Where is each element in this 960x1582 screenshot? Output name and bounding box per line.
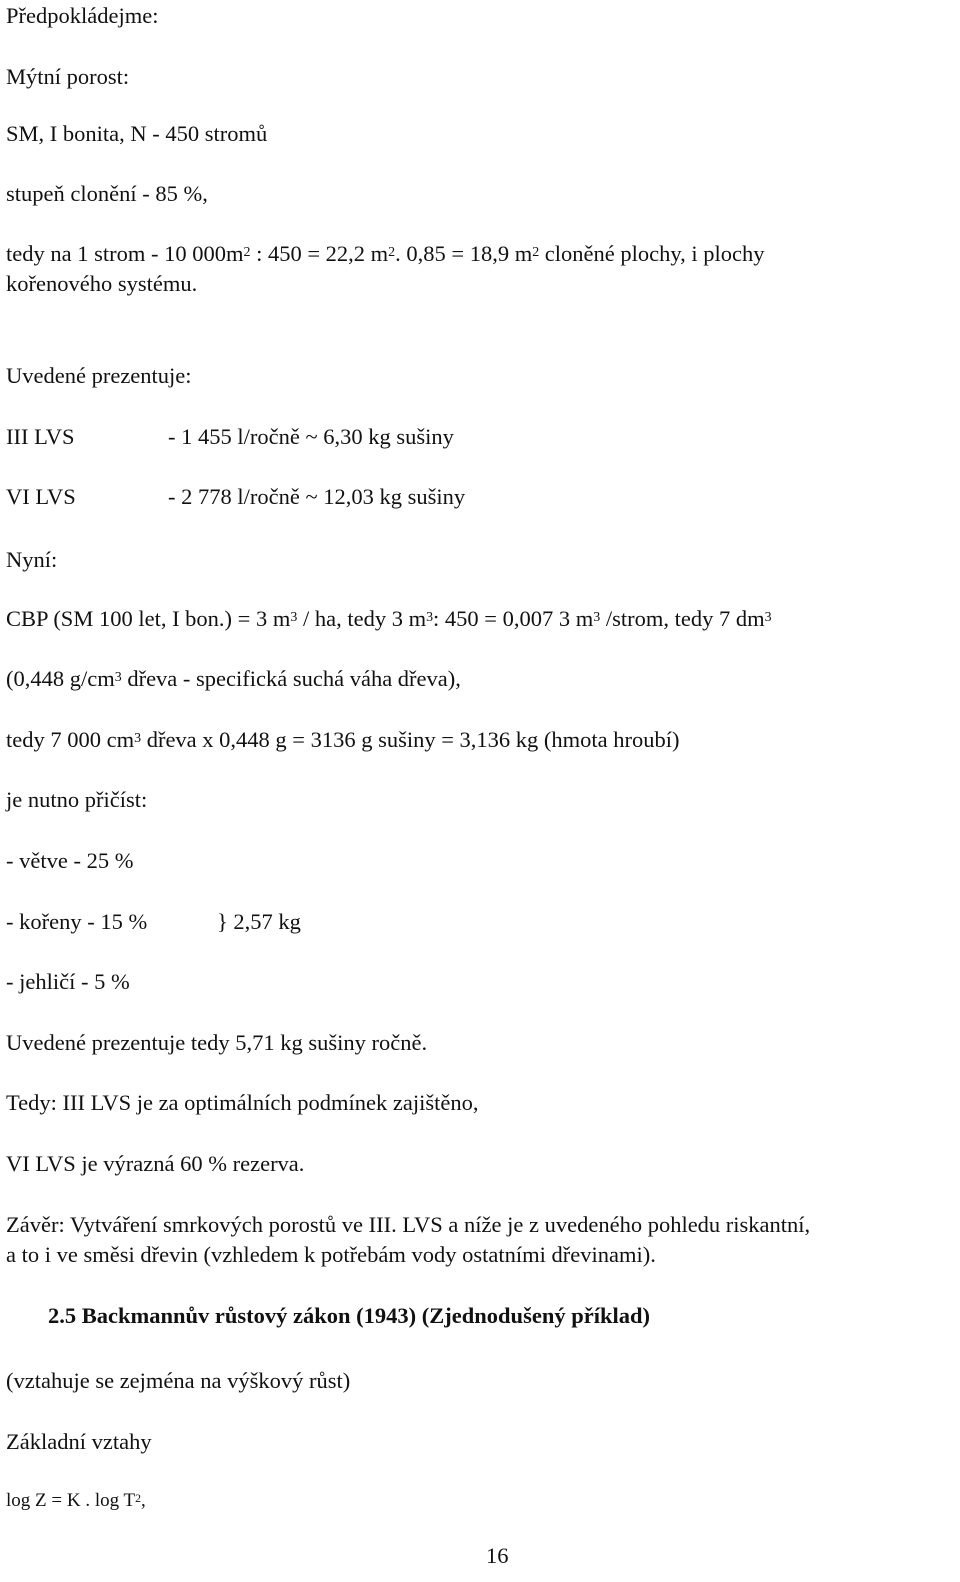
now-label: Nyní: xyxy=(6,547,58,572)
component-item: - jehličí - 5 % xyxy=(6,969,130,994)
canopy-level: stupeň clonění - 85 %, xyxy=(6,181,208,206)
intro-text: Předpokládejme: xyxy=(6,3,159,28)
conclusion-line: VI LVS je výrazná 60 % rezerva. xyxy=(6,1151,305,1176)
density-line: (0,448 $g/cm^3$ dřeva - specifická suchá váha dřeva), xyxy=(6,666,461,691)
final-conclusion-line: Závěr: Vytváření smrkových porostů ve III. LVS a níže je z uvedeného pohledu riskantní, xyxy=(6,1212,811,1237)
formula: log Z = K . $\log T^2$, xyxy=(6,1490,146,1511)
section-note: (vztahuje se zejména na výškový růst) xyxy=(6,1368,351,1393)
summary-text: Uvedené prezentuje tedy 5,71 kg sušiny ročně. xyxy=(6,1030,428,1055)
lvs-row-zone: VI LVS xyxy=(6,484,76,509)
final-conclusion-line: a to i ve směsi dřevin (vzhledem k potřebám vody ostatními dřevinami). xyxy=(6,1242,656,1267)
lvs-row-value: - 1 455 l/ročně ~ 6,30 kg sušiny xyxy=(168,424,454,449)
add-label: je nutno přičíst: xyxy=(6,787,148,812)
component-item: - kořeny - 15 % xyxy=(6,909,148,934)
mass-line: tedy 7 000 $cm^3$ dřeva x 0,448 g = 3136 g sušiny = 3,136 kg (hmota hroubí) xyxy=(6,727,680,752)
components-total: } 2,57 kg xyxy=(217,909,301,934)
lvs-row-zone: III LVS xyxy=(6,424,75,449)
lvs-row-value: - 2 778 l/ročně ~ 12,03 kg sušiny xyxy=(168,484,466,509)
basic-relations-label: Základní vztahy xyxy=(6,1429,152,1454)
stand-description: SM, I bonita, N - 450 stromů xyxy=(6,121,268,146)
section-heading: 2.5 Backmannův růstový zákon (1943) (Zjednodušený příklad) xyxy=(48,1303,650,1328)
calculation-line-continued: kořenového systému. xyxy=(6,271,198,296)
stand-label: Mýtní porost: xyxy=(6,64,130,89)
cbp-line: CBP (SM 100 let, I bon.) = 3 $m^3$ / ha, tedy 3 $m^3$: 450 = 0,007 3 $m^3$ /strom, tedy 7 $dm^3$ xyxy=(6,606,772,631)
calculation-line: tedy na 1 strom - 10 $000m^2$ : 450 = 22,2 $m^2$. 0,85 = 18,9 $m^2$ cloněné plochy, i plochy xyxy=(6,241,765,266)
conclusion-line: Tedy: III LVS je za optimálních podmínek zajištěno, xyxy=(6,1090,479,1115)
component-item: - větve - 25 % xyxy=(6,848,134,873)
page-number: 16 xyxy=(486,1543,509,1568)
represents-label: Uvedené prezentuje: xyxy=(6,363,192,388)
